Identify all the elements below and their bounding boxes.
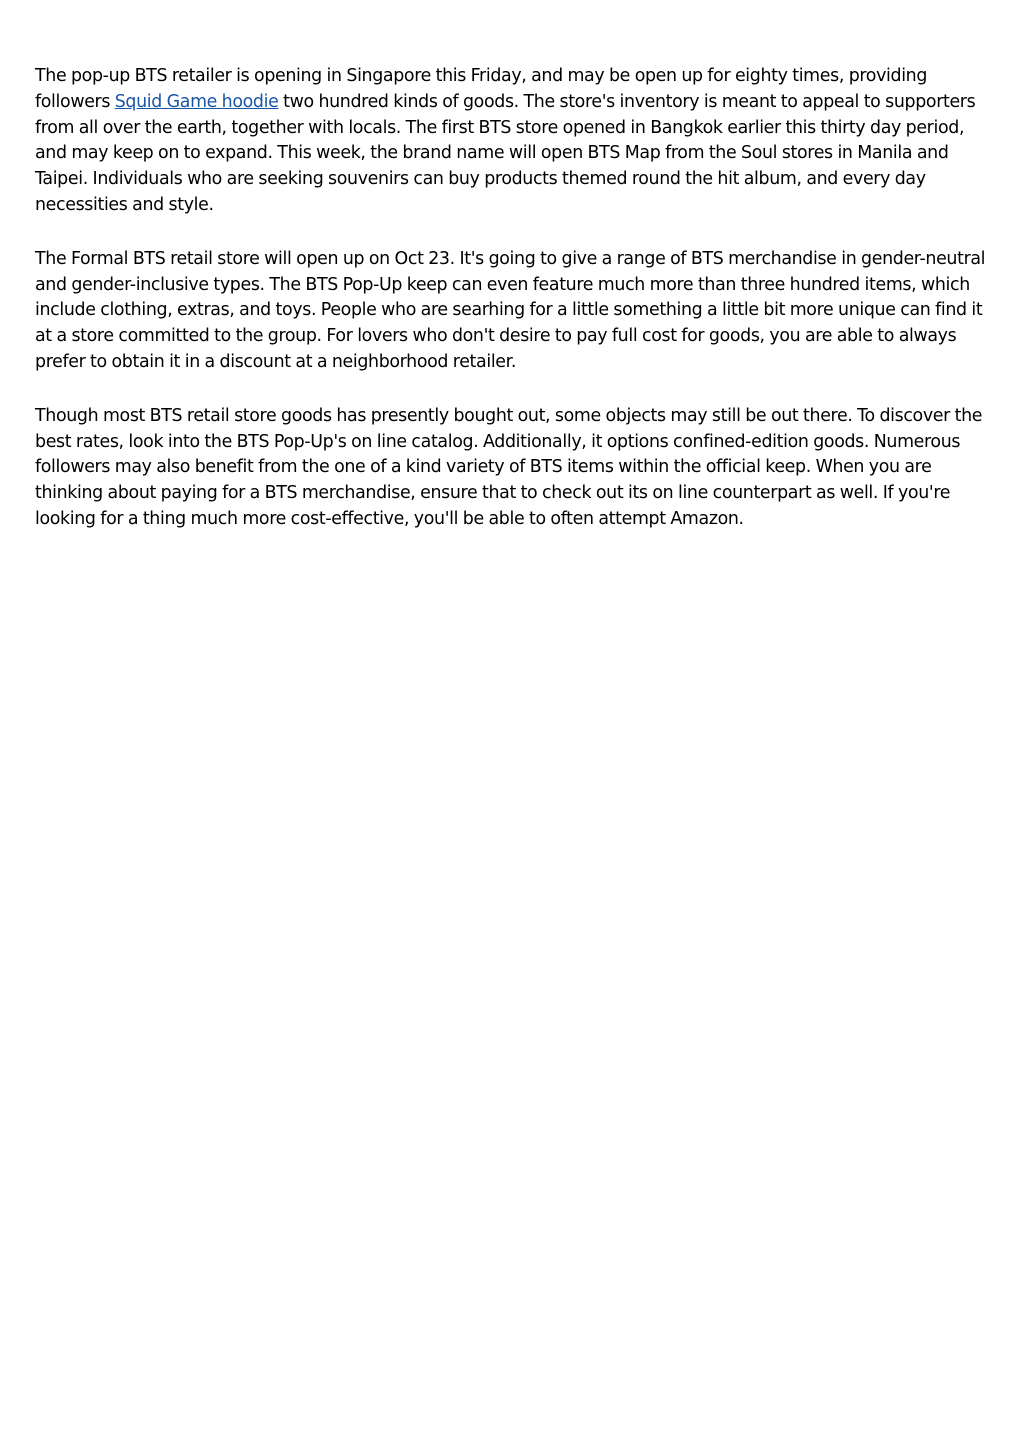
document-body [35,64,995,561]
paragraph-1 [35,64,995,219]
paragraph-1-text-after-link: two hundred kinds of goods. The store's inventory is meant to appeal to supporters from all over the earth, together with locals. The first BTS store opened in Bangkok earlier this thirty day period, and may keep on to expand. This week, the brand name will open BTS Map from the Soul stores in Manila and Taipei. Individuals who are seeking souvenirs can buy products themed round the hit album, and every day necessities and style. [35,91,976,215]
paragraph-3: Though most BTS retail store goods has presently bought out, some objects may still be out there. To discover the best rates, look into the BTS Pop-Up's on line catalog. Additionally, it options confined-edition goods. Numerous followers may also benefit from the one of a kind variety of BTS items within the official keep. When you are thinking about paying for a BTS merchandise, ensure that to check out its on line counterpart as well. If you're looking for a thing much more cost-effective, you'll be able to often attempt Amazon. [35,405,983,529]
squid-game-hoodie-link[interactable]: Squid Game hoodie [114,91,279,112]
paragraph-1-text-before-link: The pop-up BTS retailer is opening in Singapore this Friday, and may be open up for eighty times, providing followers [35,66,928,112]
paragraph-2: The Formal BTS retail store will open up on Oct 23. It's going to give a range of BTS merchandise in gender-neutral and gender-inclusive types. The BTS Pop-Up keep can even feature much more than three hundred items, which include clothing, extras, and toys. People who are searhing for a little something a little bit more unique can find it at a store committed to the group. For lovers who don't desire to pay full cost for goods, you are able to always prefer to obtain it in a discount at a neighborhood retailer. [35,248,986,372]
